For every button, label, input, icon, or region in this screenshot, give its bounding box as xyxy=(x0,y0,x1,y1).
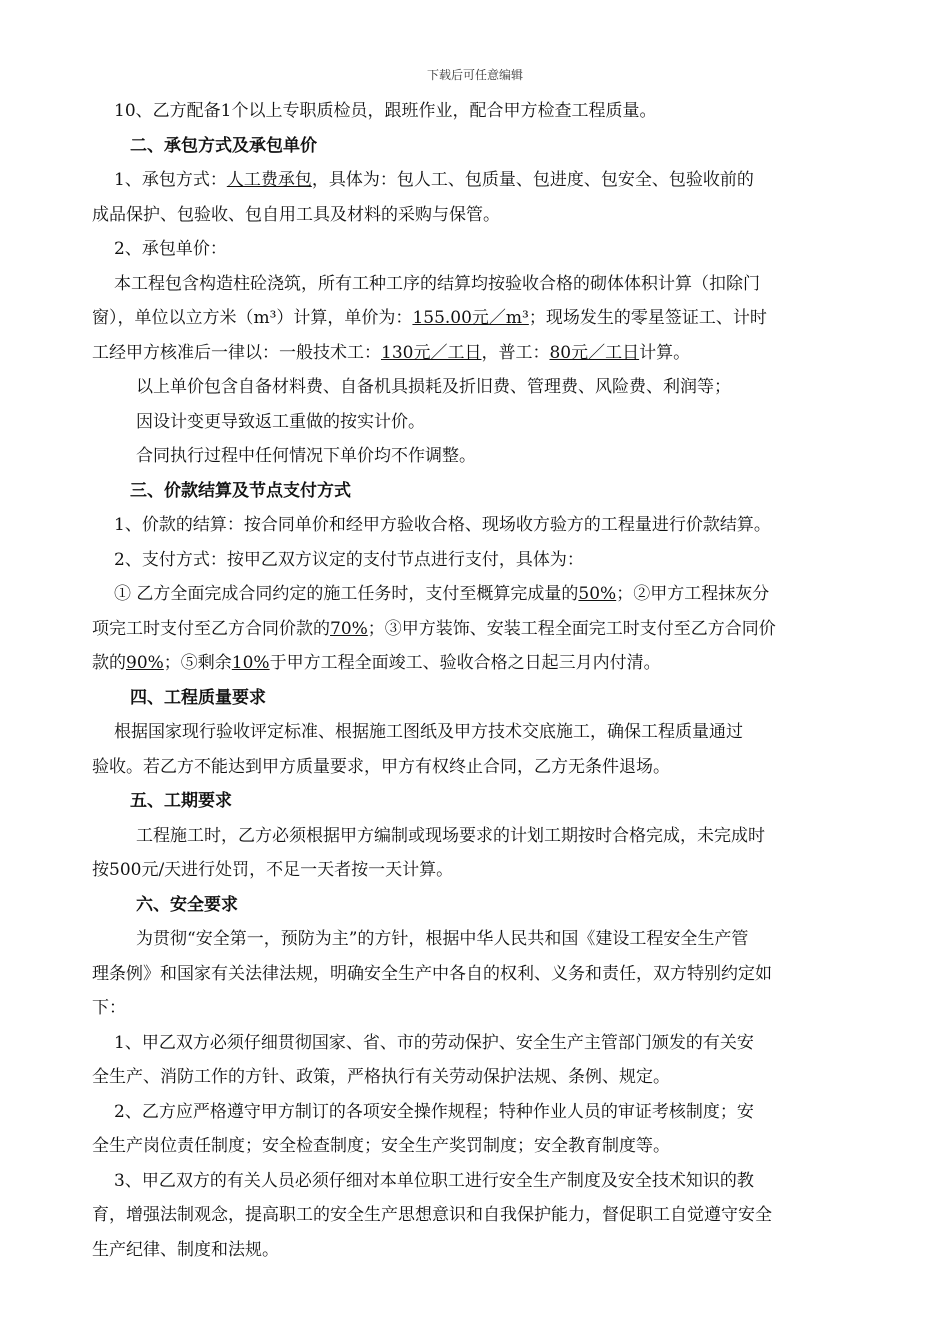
text-run: 工经甲方核准后一律以：一般技术工： xyxy=(92,342,381,363)
page-header: 下载后可任意编辑 xyxy=(426,68,523,82)
text-run: 窗），单位以立方米（m³）计算，单价为： xyxy=(92,308,413,328)
paragraph-line: 根据国家现行验收评定标准、根据施工图纸及甲方技术交底施工，确保工程质量通过 xyxy=(114,722,743,742)
paragraph-line: 1、价款的结算：按合同单价和经甲方验收合格、现场收方验方的工程量进行价款结算。 xyxy=(114,515,771,535)
text-run: 项完工时支付至乙方合同价款的 xyxy=(92,618,330,639)
payment-pct-2: 70% xyxy=(330,618,368,639)
section-2-heading: 二、承包方式及承包单价 xyxy=(130,135,317,156)
text-run: ；③甲方装饰、安装工程全面完工时支付至乙方合同价 xyxy=(367,618,776,639)
paragraph-line: 为贯彻“安全第一，预防为主”的方针，根据中华人民共和国《建设工程安全生产管 xyxy=(136,929,749,949)
paragraph-line: 2、支付方式：按甲乙双方议定的支付节点进行支付，具体为： xyxy=(114,549,584,570)
text-run: ；⑤剩余 xyxy=(163,653,232,673)
paragraph-line: 3、甲乙双方的有关人员必须仔细对本单位职工进行安全生产制度及安全技术知识的教 xyxy=(114,1170,754,1191)
payment-pct-4: 10% xyxy=(231,653,270,673)
text-run: 计算。 xyxy=(639,342,691,363)
paragraph-line: 2、乙方应严格遵守甲方制订的各项安全操作规程；特种作业人员的审证考核制度；安 xyxy=(114,1101,754,1122)
unit-price-line xyxy=(92,301,862,336)
section-4-heading: 四、工程质量要求 xyxy=(130,687,266,708)
text-run: ① 乙方全面完成合同约定的施工任务时，支付至概算完成量的 xyxy=(114,584,579,604)
paragraph-line: 因设计变更导致返工重做的按实计价。 xyxy=(136,411,425,432)
text-run: ，具体为：包人工、包质量、包进度、包安全、包验收前的 xyxy=(311,170,754,190)
paragraph-line: 验收。若乙方不能达到甲方质量要求，甲方有权终止合同，乙方无条件退场。 xyxy=(92,756,670,777)
labor-rate-line xyxy=(92,336,862,371)
skilled-rate-value: 130元／工日 xyxy=(381,342,482,363)
paragraph-line: 生产纪律、制度和法规。 xyxy=(92,1239,279,1260)
payment-pct-3: 90% xyxy=(126,653,164,673)
paragraph-line: 全生产岗位责任制度；安全检查制度；安全生产奖罚制度；安全教育制度等。 xyxy=(92,1136,670,1156)
contract-mode-value: 人工费承包 xyxy=(226,170,312,190)
paragraph-line: 理条例》和国家有关法律法规，明确安全生产中各自的权利、义务和责任，双方特别约定如 xyxy=(92,963,772,984)
paragraph-line: 合同执行过程中任何情况下单价均不作调整。 xyxy=(136,446,476,466)
paragraph-line: 以上单价包含自备材料费、自备机具损耗及折旧费、管理费、风险费、利润等； xyxy=(136,377,731,397)
section-3-heading: 三、价款结算及节点支付方式 xyxy=(130,480,351,501)
text-run: ；现场发生的零星签证工、计时 xyxy=(528,308,767,328)
paragraph-line: 育，增强法制观念，提高职工的安全生产思想意识和自我保护能力，督促职工自觉遵守安全 xyxy=(92,1205,772,1225)
paragraph-line: 1、甲乙双方必须仔细贯彻国家、省、市的劳动保护、安全生产主管部门颁发的有关安 xyxy=(114,1032,754,1053)
unit-price-value: 155.00元／m³ xyxy=(412,308,529,328)
text-run: ，普工： xyxy=(481,342,550,363)
paragraph-line: 按500元/天进行处罚，不足一天者按一天计算。 xyxy=(92,860,454,880)
general-rate-value: 80元／工日 xyxy=(549,342,640,363)
text-run: 款的 xyxy=(92,653,126,673)
text-run: 于甲方工程全面竣工、验收合格之日起三月内付清。 xyxy=(269,653,661,673)
clause-10: 10、乙方配备1个以上专职质检员，跟班作业，配合甲方检查工程质量。 xyxy=(114,101,657,121)
payment-line xyxy=(92,646,862,681)
unit-price-heading: 2、承包单价： xyxy=(114,239,227,259)
document-body xyxy=(92,94,862,1267)
text-run: 1、承包方式： xyxy=(114,170,227,190)
section-6-heading: 六、安全要求 xyxy=(136,894,238,915)
payment-line xyxy=(92,612,862,647)
paragraph-line: 成品保护、包验收、包自用工具及材料的采购与保管。 xyxy=(92,204,500,225)
contract-mode-line xyxy=(92,163,862,198)
section-5-heading: 五、工期要求 xyxy=(130,791,232,811)
paragraph-line: 全生产、消防工作的方针、政策，严格执行有关劳动保护法规、条例、规定。 xyxy=(92,1067,670,1087)
paragraph-line: 本工程包含构造柱砼浇筑，所有工种工序的结算均按验收合格的砌体体积计算（扣除门 xyxy=(114,273,760,294)
payment-line xyxy=(92,577,862,612)
paragraph-line: 下： xyxy=(92,998,126,1018)
payment-pct-1: 50% xyxy=(578,584,617,604)
text-run: ；②甲方工程抹灰分 xyxy=(616,584,770,604)
paragraph-line: 工程施工时，乙方必须根据甲方编制或现场要求的计划工期按时合格完成，未完成时 xyxy=(136,825,765,846)
